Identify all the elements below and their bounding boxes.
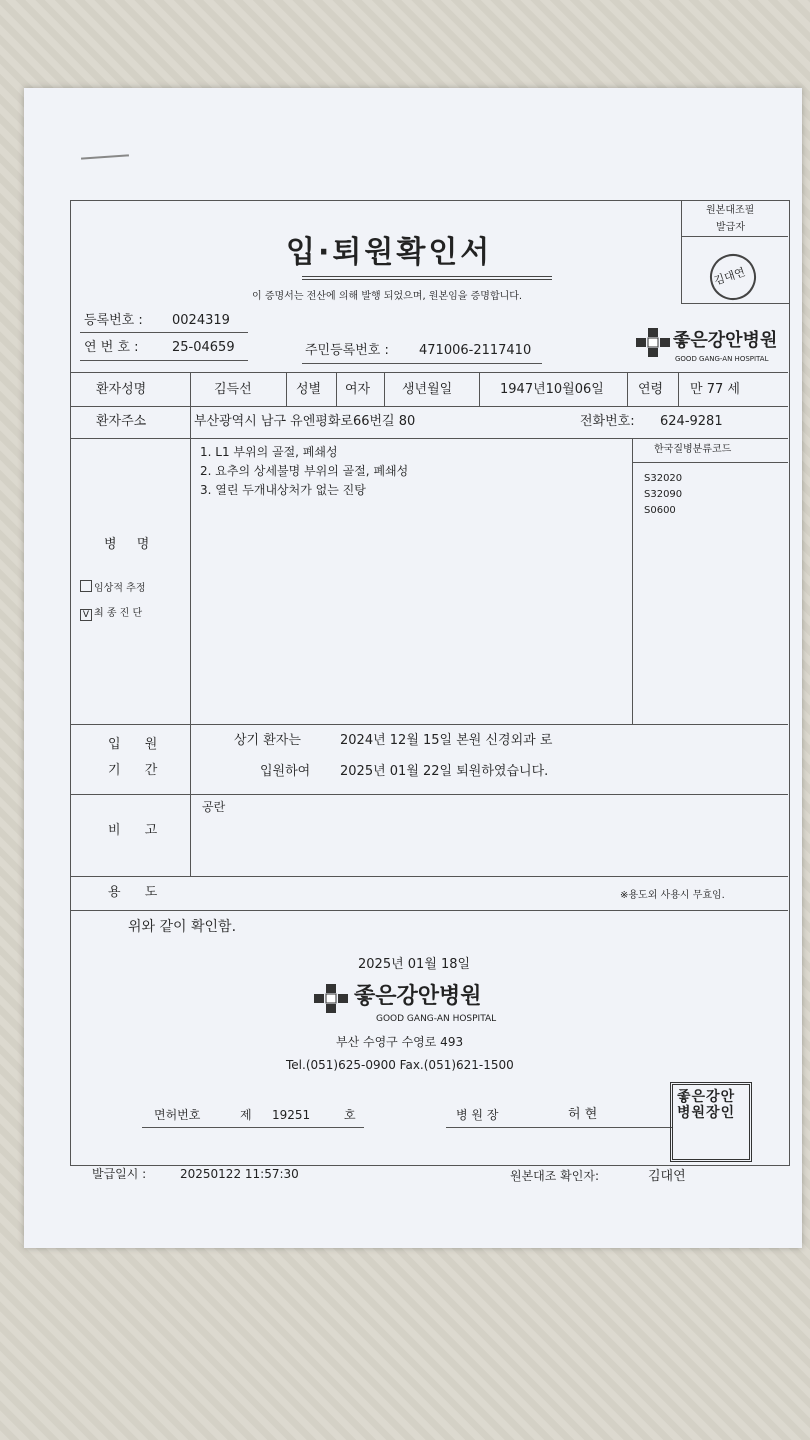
certificate-paper — [24, 88, 802, 1248]
hospital-contact: Tel.(051)625-0900 Fax.(051)621-1500 — [286, 1058, 514, 1072]
issued-label: 발급일시 : — [92, 1167, 147, 1181]
title-underline — [302, 276, 552, 277]
stay-label-1: 입 원 — [108, 737, 168, 752]
stay-line1-dates: 2024년 12월 15일 본원 신경외과 로 — [340, 733, 553, 748]
hospital-name-top: 좋은강안병원 — [673, 330, 778, 351]
final-diagnosis-option: V 최 종 진 단 — [80, 609, 142, 621]
director-label: 병 원 장 — [456, 1108, 499, 1122]
kcd-code-2: S32090 — [644, 489, 683, 500]
clinical-estimate-option: 임상적 추정 — [80, 580, 145, 594]
hospital-name-en-top: GOOD GANG-AN HOSPITAL — [675, 355, 769, 363]
hospital-logo-icon-bottom — [314, 984, 348, 1014]
kcd-code-3: S0600 — [644, 505, 676, 516]
patient-name-label: 환자성명 — [96, 382, 147, 397]
phone-value: 624-9281 — [660, 414, 723, 429]
license-number: 19251 — [272, 1108, 311, 1122]
confirmation-text: 위와 같이 확인함. — [128, 919, 237, 935]
issued-value: 20250122 11:57:30 — [180, 1167, 299, 1181]
director-name: 허 현 — [568, 1107, 598, 1122]
patient-address-value: 부산광역시 남구 유엔평화로66번길 80 — [194, 414, 416, 429]
hospital-name-en-bottom: GOOD GANG-AN HOSPITAL — [376, 1014, 497, 1024]
hospital-address: 부산 수영구 수영로 493 — [336, 1035, 464, 1049]
remarks-label: 비 고 — [108, 823, 168, 838]
reg-number-value: 0024319 — [172, 313, 230, 328]
purpose-label: 용 도 — [108, 885, 168, 900]
sex-value: 여자 — [345, 382, 371, 397]
patient-name-value: 김득선 — [214, 382, 252, 397]
checker-value: 김대연 — [648, 1169, 686, 1184]
rrn-label: 주민등록번호 : — [305, 343, 389, 358]
phone-label: 전화번호: — [580, 414, 635, 429]
stay-label-2: 기 간 — [108, 763, 168, 778]
kcd-code-1: S32020 — [644, 473, 683, 484]
stay-line2-prefix: 입원하여 — [260, 764, 311, 779]
rrn-value: 471006-2117410 — [419, 343, 532, 358]
confirmation-date: 2025년 01월 18일 — [358, 957, 471, 972]
diagnosis-item-3: 3. 열린 두개내상처가 없는 진탕 — [200, 483, 366, 497]
license-label: 면허번호 — [154, 1108, 201, 1122]
stay-line2-dates: 2025년 01월 22일 퇴원하였습니다. — [340, 764, 549, 779]
dob-label: 생년월일 — [402, 382, 453, 397]
staple-mark — [81, 154, 129, 159]
final-checkbox: V — [80, 609, 92, 621]
kcd-header: 한국질병분류코드 — [654, 444, 732, 455]
diagnosis-item-2: 2. 요추의 상세불명 부위의 골절, 폐쇄성 — [200, 464, 409, 478]
verification-header: 원본대조필 — [706, 205, 755, 216]
verification-sub: 발급자 — [716, 222, 745, 233]
purpose-note: ※용도외 사용시 무효임. — [620, 890, 725, 901]
serial-number-label: 연 번 호 : — [84, 340, 139, 355]
hospital-director-stamp: 좋은강안병원장인 — [670, 1082, 752, 1162]
issuance-notice: 이 증명서는 전산에 의해 발행 되었으며, 원본임을 증명합니다. — [252, 291, 523, 302]
sex-label: 성별 — [296, 382, 322, 397]
license-prefix: 제 — [240, 1108, 252, 1122]
verification-seal: 김대연 — [704, 248, 762, 306]
hospital-logo-icon — [636, 328, 670, 358]
diagnosis-item-1: 1. L1 부위의 골절, 폐쇄성 — [200, 445, 338, 459]
reg-number-label: 등록번호 : — [84, 313, 143, 328]
document-title: 입·퇴원확인서 — [286, 235, 493, 270]
checker-label: 원본대조 확인자: — [510, 1169, 600, 1183]
license-suffix: 호 — [344, 1108, 356, 1122]
age-value: 만 77 세 — [690, 382, 740, 397]
stay-line1-prefix: 상기 환자는 — [234, 733, 301, 748]
patient-address-label: 환자주소 — [96, 414, 147, 429]
diagnosis-label: 병 명 — [104, 537, 158, 552]
clinical-checkbox — [80, 580, 92, 592]
remarks-value: 공란 — [202, 800, 226, 814]
hospital-name-bottom: 좋은강안병원 — [354, 984, 482, 1009]
dob-value: 1947년10월06일 — [500, 382, 604, 397]
serial-number-value: 25-04659 — [172, 340, 235, 355]
age-label: 연령 — [638, 382, 664, 397]
